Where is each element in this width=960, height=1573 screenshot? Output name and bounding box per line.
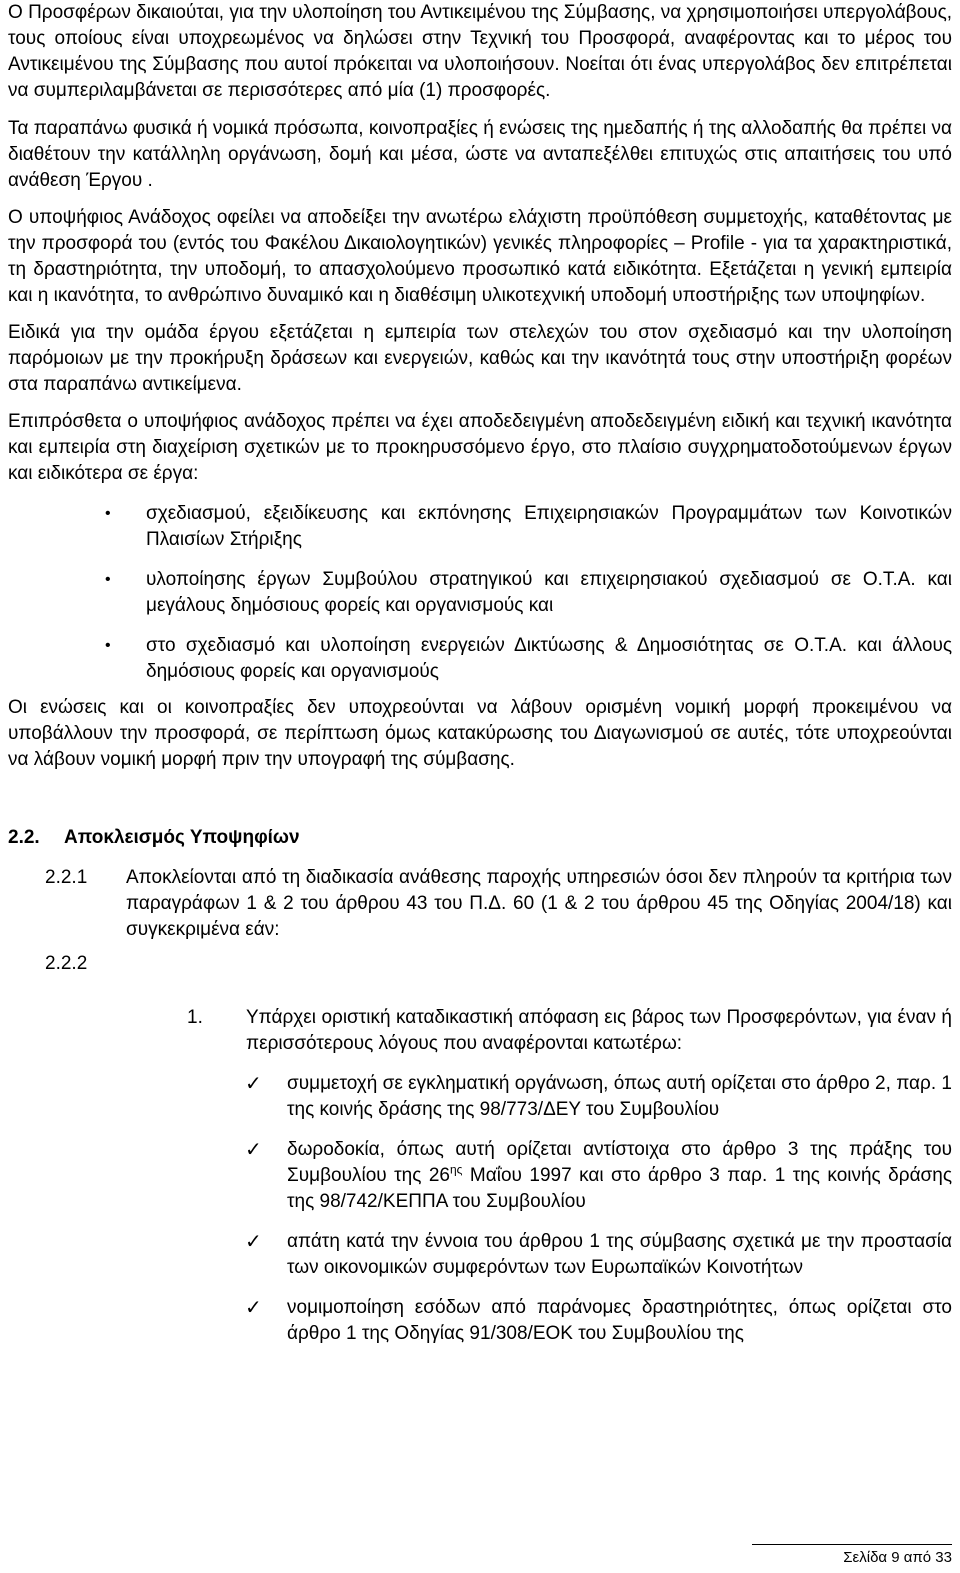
list-item	[8, 501, 952, 553]
bullet-icon: •	[105, 505, 111, 522]
list-item	[8, 1071, 952, 1123]
experience-bullet-list	[8, 501, 952, 685]
paragraph-subcontractors: Ο Προσφέρων δικαιούται, για την υλοποίηση του Αντικειμένου της Σύμβασης, να χρησιμοποιήσει υπεργολάβους, τους οποίους είναι υποχρεωμένος να δηλώσει στην Τεχνική του Προσφορά, αναφέροντας και το μέρος του Αντικειμένου της Σύμβασης που αυτοί πρόκειται να υλοποιήσουν. Νοείται ότι ένας υπεργολάβος δεν επιτρέπεται να συμπεριλαμβάνεται σε περισσότερες από μία (1) προσφορές.	[8, 2, 952, 101]
footer-divider	[752, 1544, 952, 1545]
checkmark-icon: ✓	[245, 1139, 262, 1161]
bullet-icon: •	[105, 637, 111, 654]
list-item-text: σχεδιασμού, εξειδίκευσης και εκπόνησης Επιχειρησιακών Προγραμμάτων των Κοινοτικών Πλαισίων Στήριξης	[146, 503, 952, 550]
section-heading	[8, 825, 952, 851]
item-text: Υπάρχει οριστική καταδικαστική απόφαση εις βάρος των Προσφερόντων, για έναν ή περισσότερους λόγους που αναφέρονται κατωτέρω:	[246, 1007, 952, 1054]
list-item-text: υλοποίησης έργων Συμβούλου στρατηγικού και επιχειρησιακού σχεδιασμού σε Ο.Τ.Α. και μεγάλους δημόσιους φορείς και οργανισμούς και	[146, 569, 952, 616]
section-number: 2.2.	[8, 827, 40, 848]
text-part: Μαΐου 1997 και στο άρθρο 3 παρ. 1 της κοινής δράσης της 98/742/ΚΕΠΠΑ του Συμβουλίου	[287, 1165, 953, 1212]
list-item	[8, 633, 952, 685]
section-title: Αποκλεισμός Υποψηφίων	[64, 827, 300, 848]
numbered-item-1	[8, 1005, 952, 1057]
checkmark-icon: ✓	[245, 1297, 262, 1319]
list-item-text: απάτη κατά την έννοια του άρθρου 1 της σύμβασης σχετικά με την προστασία των οικονομικών συμφερόντων των Ευρωπαϊκών Κοινοτήτων	[287, 1231, 952, 1278]
text-part: δωροδοκία, όπως αυτή ορίζεται αντίστοιχα στο άρθρο 3 της πράξης του Συμβουλίου της 26	[287, 1139, 952, 1186]
exclusion-check-list	[8, 1071, 952, 1347]
paragraph-experience: Επιπρόσθετα ο υποψήφιος ανάδοχος πρέπει να έχει αποδεδειγμένη αποδεδειγμένη ειδική και τεχνική ικανότητα και εμπειρία στη διαχείριση σχετικών με το προκηρυσσόμενο έργο, στο πλαίσιο συγχρηματοδοτούμενων έργων και ειδικότερα σε έργα:	[8, 411, 952, 484]
checkmark-icon: ✓	[245, 1073, 262, 1095]
list-item	[8, 1229, 952, 1281]
superscript: ης	[449, 1162, 463, 1177]
paragraph-joint-ventures: Οι ενώσεις και οι κοινοπραξίες δεν υποχρεούνται να λάβουν ορισμένη νομική μορφή προκειμένου να υποβάλλουν την προσφορά, σε περίπτωση όμως κατακύρωσης του Διαγωνισμού σε αυτές, τότε υποχρεούνται να λάβουν νομική μορφή πριν την υπογραφή της σύμβασης.	[8, 697, 952, 770]
list-item-text: νομιμοποίηση εσόδων από παράνομες δραστηριότητες, όπως ορίζεται στο άρθρο 1 της Οδηγίας 91/308/ΕΟΚ του Συμβουλίου της	[287, 1297, 952, 1344]
paragraph-project-team: Ειδικά για την ομάδα έργου εξετάζεται η εμπειρία των στελεχών του στον σχεδιασμό και την υλοποίηση παρόμοιων με την προκήρυξη δράσεων και ενεργειών, καθώς και την ικανότητά τους στην υποστήριξη φορέων στα παραπάνω αντικείμενα.	[8, 322, 952, 395]
paragraph-organization: Τα παραπάνω φυσικά ή νομικά πρόσωπα, κοινοπραξίες ή ενώσεις της ημεδαπής ή της αλλοδαπής θα πρέπει να διαθέτουν την κατάλληλη οργάνωση, δομή και μέσα, ώστε να ανταπεξέλθει επιτυχώς στις απαιτήσεις του υπό ανάθεση Έργου .	[8, 118, 952, 191]
list-item	[8, 1295, 952, 1347]
bullet-icon: •	[105, 571, 111, 588]
subsection-2-2-1	[8, 865, 952, 943]
subsection-number: 2.2.2	[45, 953, 88, 974]
subsection-number: 2.2.1	[45, 867, 88, 888]
page-number: Σελίδα 9 από 33	[843, 1549, 952, 1566]
list-item-text	[287, 1139, 952, 1212]
document-page	[8, 0, 952, 1347]
list-item-text: στο σχεδιασμό και υλοποίηση ενεργειών Δικτύωσης & Δημοσιότητας σε Ο.Τ.Α. και άλλους δημόσιους φορείς και οργανισμούς	[146, 635, 952, 682]
list-item	[8, 567, 952, 619]
subsection-2-2-2	[8, 951, 952, 977]
list-item-text: συμμετοχή σε εγκληματική οργάνωση, όπως αυτή ορίζεται στο άρθρο 2, παρ. 1 της κοινής δράσης της 98/773/ΔΕΥ του Συμβουλίου	[287, 1073, 952, 1120]
subsection-text: Αποκλείονται από τη διαδικασία ανάθεσης παροχής υπηρεσιών όσοι δεν πληρούν τα κριτήρια των παραγράφων 1 & 2 του άρθρου 43 του Π.Δ. 60 (1 & 2 του άρθρου 45 της Οδηγίας 2004/18) και συγκεκριμένα εάν:	[126, 867, 952, 940]
paragraph-proof-of-capacity: Ο υποψήφιος Ανάδοχος οφείλει να αποδείξει την ανωτέρω ελάχιστη προϋπόθεση συμμετοχής, καταθέτοντας με την προσφορά του (εντός του Φακέλου Δικαιολογητικών) γενικές πληροφορίες – Profile - για τα χαρακτηριστικά, τη δραστηριότητα, την υποδομή, το απασχολούμενο προσωπικό κατά ειδικότητα. Εξετάζεται η γενική εμπειρία και η ικανότητα, το ανθρώπινο δυναμικό και η διαθέσιμη υλικοτεχνική υποδομή υποστήριξης των υποψηφίων.	[8, 207, 952, 306]
list-item	[8, 1137, 952, 1215]
checkmark-icon: ✓	[245, 1231, 262, 1253]
item-number: 1.	[187, 1007, 203, 1028]
